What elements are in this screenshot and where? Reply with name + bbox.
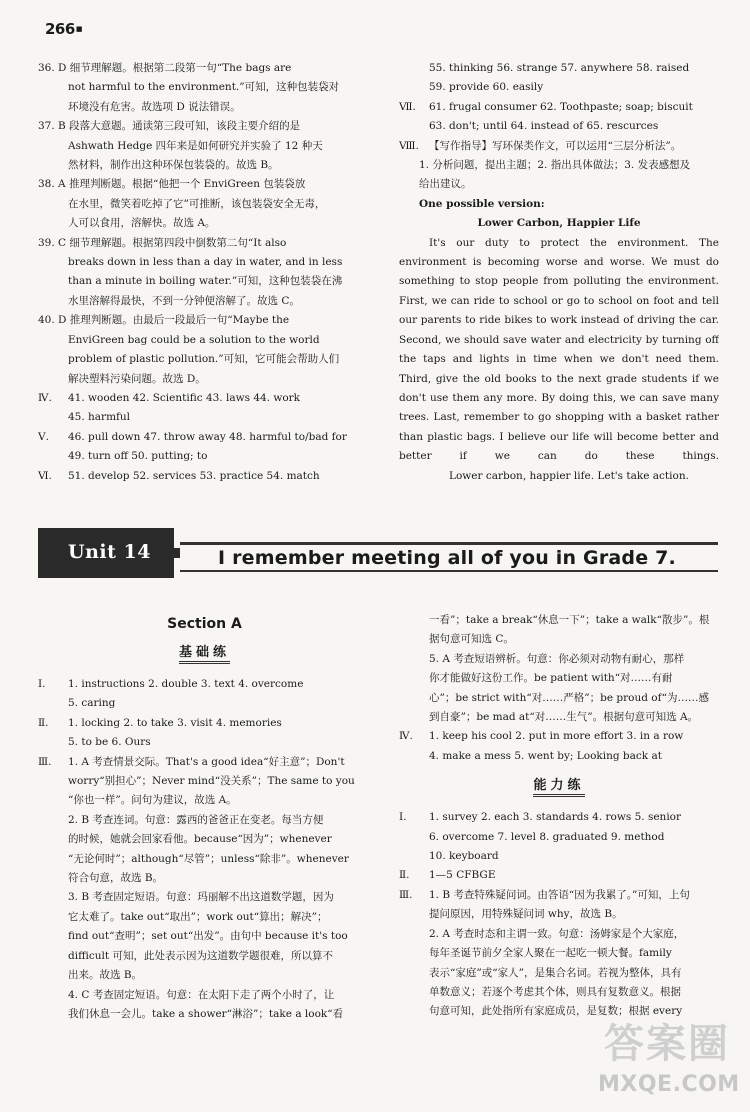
answer-line [399,847,719,866]
answer-text: 1. B 考查特殊疑问词。由答语“因为我累了。”可知，上句 [429,888,690,901]
answer-text: 符合句意，故选 B。 [68,872,164,885]
answer-text: 63. don't; until 64. instead of 65. rescurces [429,120,659,133]
answer-line [38,733,371,752]
answer-line [399,964,719,983]
watermark-logo: 答案圈 MXQE.COM [598,1021,740,1097]
ability-answers [399,808,719,1021]
answer-text: 句意可知，此处指所有家庭成员，是复数；根据 every [429,1005,683,1018]
roman-label: Ⅷ. [399,139,419,152]
unit-label-box [38,528,174,578]
answer-line [38,675,371,694]
answer-text: 55. thinking 56. strange 57. anywhere 58. raised [429,62,690,74]
answer-text: 59. provide 60. easily [429,81,544,94]
answer-text: 【写作指导】写环保类作文，可以运用“三层分析法”。 [429,139,682,152]
answer-text: 4. make a mess 5. went by; Looking back at [429,749,662,762]
answer-text: difficult 可知，此处表示因为这道数学题很难，所以算不 [68,949,333,962]
answer-text: 1. 分析问题，提出主题；2. 指出具体做法；3. 发表感想及 [419,159,691,172]
answer-list-vii-viii [399,59,719,195]
page-number: 266■ [45,20,82,38]
answer-text: 表示“家庭”或“家人”，是集合名词。若视为整体，具有 [429,966,682,979]
answer-column-left-bottom [38,611,371,1024]
answer-line [38,830,371,849]
roman-label: Ⅰ. [38,678,46,690]
answer-line [399,828,719,847]
essay-line: our parents to ride bikes to work instead of driving the car. [399,314,719,327]
essay-line: than plastic bags. I believe our life will become better and [399,430,719,443]
unit-connector [162,548,180,558]
answer-text: 5. to be 6. Ours [68,736,151,749]
answer-line [399,944,719,963]
answer-text: “无论何时”；although“尽管”；unless“除非”。whenever [68,852,349,865]
answer-line [38,447,371,466]
answer-line [38,292,371,311]
essay-version-label: One possible version: [419,197,545,210]
essay-line: Third, give the old books to the next grade students if we [399,372,719,385]
answer-text: 41. wooden 42. Scientific 43. laws 44. work [68,391,301,404]
roman-label: Ⅴ. [38,430,49,443]
answer-text: 6. overcome 7. level 8. graduated 9. method [429,830,665,843]
roman-label: Ⅲ. [38,755,52,768]
essay-title: Lower Carbon, Happier Life [477,217,641,230]
answer-line [38,389,371,408]
answer-line [399,808,719,827]
answer-line [399,983,719,1002]
answer-line [38,714,371,733]
answer-text: 的时候，她就会回家看他。because“因为”；whenever [68,833,332,846]
answer-line [38,908,371,927]
answer-line [38,791,371,810]
answer-text: find out“查明”；set out“出发”。由句中 because it's too [68,930,348,943]
answer-line [399,137,719,156]
answer-text: 1—5 CFBGE [429,869,496,882]
answer-line [399,650,719,669]
answer-column-right-bottom [399,611,719,1022]
answer-text: worry“别担心”；Never mind“没关系”；The same to you [68,775,355,788]
essay-body [399,234,719,467]
unit-banner [38,528,718,578]
answer-text: 5. A 考查短语辨析。句意：你必须对动物有耐心，那样 [429,652,685,665]
answer-line [38,927,371,946]
answer-text: 10. keyboard [429,850,499,863]
answer-text: 1. survey 2. each 3. standards 4. rows 5. senior [429,811,682,824]
answer-text: 环境没有危害。故选项 D 说法错误。 [68,100,241,113]
answer-text: 3. B 考查固定短语。句意：玛丽解不出这道数学题，因为 [68,891,334,904]
answer-line [399,630,719,649]
answer-line [38,467,371,486]
basic-answers-continued [399,611,719,766]
answer-line [38,214,371,233]
answer-text: breaks down in less than a day in water, and in less [68,256,343,269]
roman-label: Ⅳ. [38,391,52,404]
answer-line [399,689,719,708]
roman-label: Ⅵ. [38,469,52,482]
answer-line [38,408,371,427]
answer-text: 提问原因，用特殊疑问词 why，故选 B。 [429,908,623,921]
answer-line [38,156,371,175]
unit-title: I remember meeting all of you in Grade 7. [218,547,676,569]
answer-line [38,137,371,156]
answer-line [399,175,719,194]
answer-text: 1. keep his cool 2. put in more effort 3. in a row [429,730,684,743]
answer-line [38,428,371,447]
answer-line [399,78,719,97]
answer-text: 1. locking 2. to take 3. visit 4. memories [68,716,282,729]
answer-text: problem of plastic pollution.”可知，它可能会帮助人们 [68,353,340,366]
answer-text: 37. B 段落大意题。通读第三段可知，该段主要介绍的是 [38,120,301,133]
roman-label: Ⅶ. [399,100,416,113]
answer-text: 心”；be strict with“对……严格”；be proud of“为……感 [429,691,710,704]
answer-text: 38. A 推理判断题。根据“他把一个 EnviGreen 包装袋放 [38,178,306,191]
unit-rule-top [180,542,718,545]
answer-text: 解决塑料污染问题。故选 D。 [68,372,206,385]
answer-line [38,1005,371,1024]
answer-text: 40. D 推理判断题。由最后一段最后一句“Maybe the [38,314,290,327]
answer-text: 46. pull down 47. throw away 48. harmful to/bad for [68,430,347,443]
answer-text: 61. frugal consumer 62. Toothpaste; soap; biscuit [429,100,693,113]
answer-line [399,59,719,78]
answer-line [38,195,371,214]
answer-text: 水里溶解得最快，不到一分钟便溶解了。故选 C。 [68,294,300,307]
answer-line [399,669,719,688]
answer-line [38,117,371,136]
unit-label: Unit 14 [68,541,151,563]
answer-text: 给出建议。 [419,178,472,191]
answer-text: 1. instructions 2. double 3. text 4. overcome [68,678,304,690]
essay-line: environment is becoming worse and worse. We must do [399,256,719,269]
essay-closing: Lower carbon, happier life. Let's take action. [449,469,689,482]
answer-line [399,747,719,766]
answer-text: 到自豪”；be mad at“对……生气”。根据句意可知选 A。 [429,711,699,724]
essay-line: First, we can ride to school or go to school on foot and tell [399,294,719,307]
answer-text: 1. A 考查情景交际。That's a good idea“好主意”；Don't [68,755,345,768]
answer-text: 4. C 考查固定短语。句意：在太阳下走了两个小时了，让 [68,988,335,1001]
answer-text: 2. A 考查时态和主谓一致。句意：汤姆家是个大家庭， [429,927,685,940]
answer-text: 然材料，制作出这种环保包装袋的。故选 B。 [68,159,279,172]
answer-line [38,772,371,791]
basic-practice-title: 基础练 [38,641,371,665]
answer-line [38,869,371,888]
roman-label: Ⅱ. [38,716,49,729]
roman-label: Ⅳ. [399,730,413,743]
essay-line: don't use them any more. By doing this, we can save many [399,391,719,404]
roman-label: Ⅱ. [399,869,410,882]
answer-line [38,350,371,369]
answer-line [38,234,371,253]
ability-practice-title: 能力练 [399,774,719,798]
answer-text: 5. caring [68,697,116,710]
answer-line [38,986,371,1005]
answer-text: than a minute in boiling water.”可知，这种包装袋在沸 [68,275,343,288]
answer-text: “你也一样”。问句为建议，故选 A。 [68,794,237,807]
answer-line [399,925,719,944]
answer-line [38,694,371,713]
answer-column-right-top [399,59,719,486]
answer-text: 我们休息一会儿。take a shower“淋浴”；take a look“看 [68,1007,344,1020]
answer-text: Ashwath Hedge 四年来是如何研究并实验了 12 种天 [68,139,323,152]
answer-line [38,59,371,78]
answer-line [399,708,719,727]
answer-line [399,98,719,117]
answer-text: 它太难了。take out“取出”；work out“算出；解决”； [68,910,328,923]
essay-line: Second, we should save water and electricity by turning off [399,333,719,346]
answer-line [38,98,371,117]
answer-line [38,888,371,907]
answer-text: 据句意可知选 C。 [429,633,514,646]
answer-line [399,117,719,136]
answer-text: not harmful to the environment.”可知，这种包装袋对 [68,81,340,94]
answer-line [38,253,371,272]
answer-line [38,78,371,97]
answer-line [399,611,719,630]
answer-line [38,966,371,985]
answer-line [399,905,719,924]
answer-text: 一看”；take a break“休息一下”；take a walk“散步”。根 [429,614,710,626]
answer-line [38,331,371,350]
answer-line [38,947,371,966]
essay-line: It's our duty to protect the environment. The [429,236,719,249]
answer-text: 36. D 细节理解题。根据第二段第一句“The bags are [38,62,292,74]
answer-line [399,866,719,885]
answer-line [38,370,371,389]
essay-line: the taps and lights in time when we don't need them. [399,353,719,366]
unit-rule-bottom [180,570,718,572]
answer-text: 39. C 细节理解题。根据第四段中倒数第二句“It also [38,236,287,249]
answer-line [38,311,371,330]
essay-line: trees. Last, remember to go shopping with a basket rather [399,411,719,424]
basic-answers [38,675,371,1024]
section-title: Section A [167,616,242,632]
answer-text: EnviGreen bag could be a solution to the world [68,333,320,346]
answer-line [38,753,371,772]
answer-line [38,811,371,830]
roman-label: Ⅰ. [399,811,407,824]
answer-line [399,156,719,175]
answer-text: 出来。故选 B。 [68,969,143,982]
answer-text: 2. B 考查连词。句意：露西的爸爸正在变老。每当方便 [68,813,324,826]
answer-line [38,175,371,194]
answer-text: 在水里，微笑着吃掉了它”可推断，该包装袋安全无毒， [68,197,326,210]
answer-line [399,727,719,746]
answer-text: 每年圣诞节前夕全家人聚在一起吃一顿大餐。family [429,947,672,960]
answer-text: 你才能做好这份工作。be patient with“对……有耐 [429,672,673,685]
answer-line [38,272,371,291]
essay-line: something to stop people from polluting the environment. [399,275,719,288]
essay-line: better if we can do these things. [399,450,719,463]
answer-text: 单数意义；若逐个考虑其个体，则具有复数意义。根据 [429,985,681,998]
answer-line [399,886,719,905]
answer-column-left-top [38,59,371,486]
roman-label: Ⅲ. [399,888,413,901]
answer-line [38,850,371,869]
answer-text: 51. develop 52. services 53. practice 54. match [68,469,320,482]
answer-text: 45. harmful [68,411,131,424]
answer-text: 49. turn off 50. putting; to [68,450,208,463]
answer-text: 人可以食用，溶解快。故选 A。 [68,217,216,230]
